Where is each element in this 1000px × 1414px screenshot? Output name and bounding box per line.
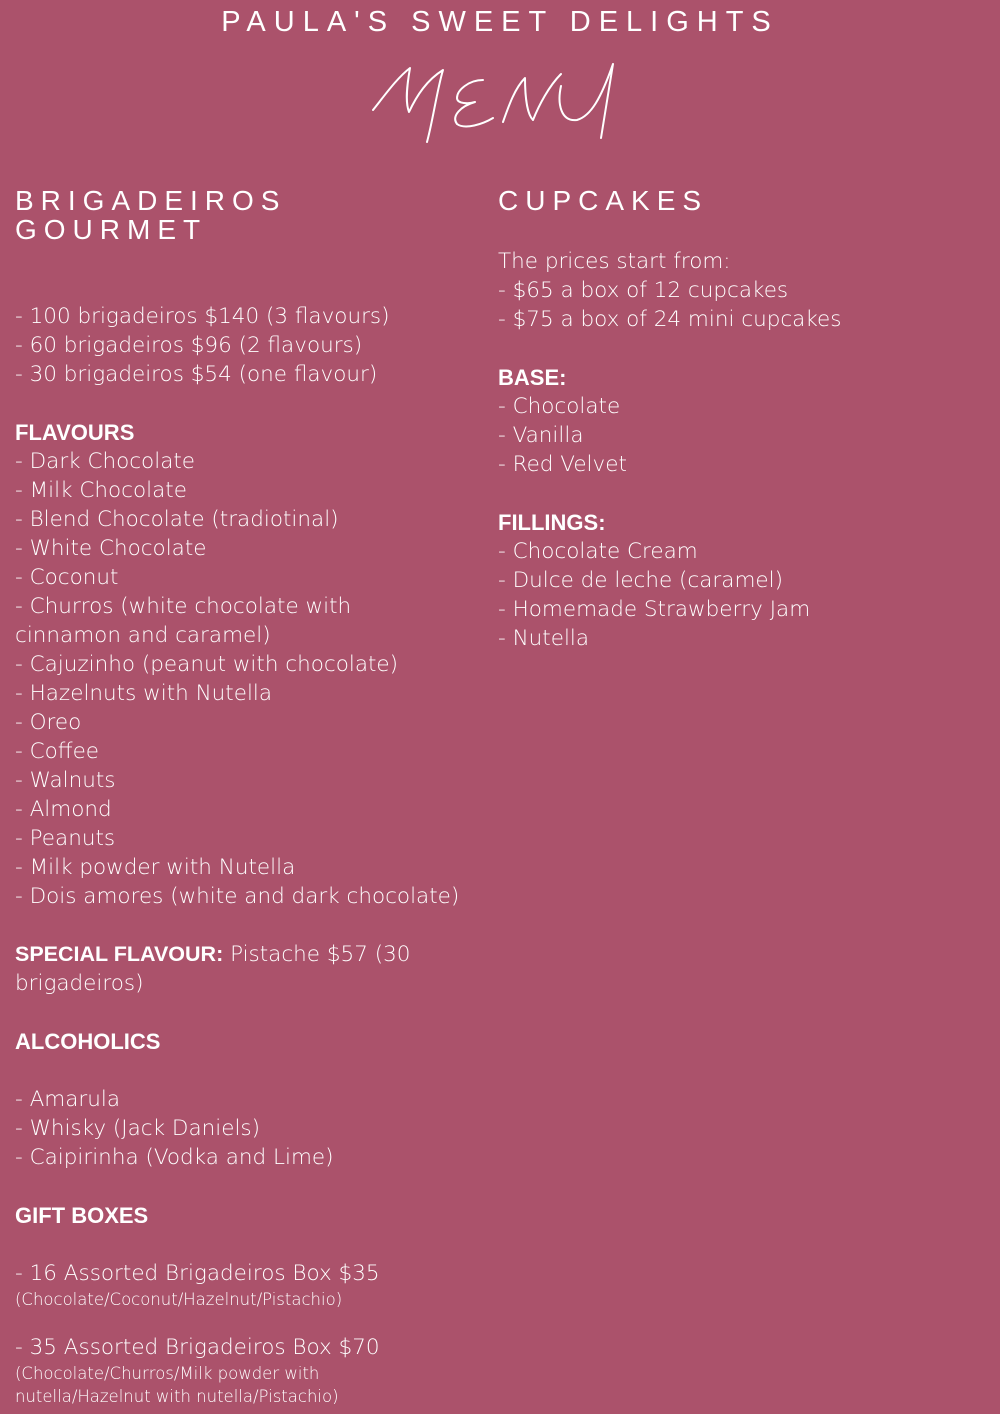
giftboxes-heading: GIFT BOXES <box>15 1203 149 1228</box>
list-item: - Blend Chocolate (tradiotinal) <box>15 507 339 532</box>
list-item: - Amarula <box>15 1087 121 1112</box>
prices-intro: The prices start from: <box>498 249 731 274</box>
list-item: - Whisky (Jack Daniels) <box>15 1116 261 1141</box>
list-item: - $65 a box of 12 cupcakes <box>498 278 789 303</box>
special-flavour-text: Pistache $57 (30 <box>223 942 411 967</box>
list-item: - Walnuts <box>15 768 116 793</box>
list-item: - Churros (white chocolate with <box>15 594 352 619</box>
cupcakes-title: CUPCAKES <box>498 185 709 216</box>
alcoholics-heading: ALCOHOLICS <box>15 1029 161 1054</box>
list-item: - 100 brigadeiros $140 (3 flavours) <box>15 304 390 329</box>
list-item: - Caipirinha (Vodka and Lime) <box>15 1145 334 1170</box>
list-item: - Coffee <box>15 739 100 764</box>
list-item: - Dulce de leche (caramel) <box>498 568 783 593</box>
list-item: - Almond <box>15 797 112 822</box>
brigadeiros-title-line1: BRIGADEIROS <box>15 185 287 216</box>
list-item: - Dark Chocolate <box>15 449 196 474</box>
brand-name: PAULA'S SWEET DELIGHTS <box>221 6 779 38</box>
list-item: - 30 brigadeiros $54 (one flavour) <box>15 362 378 387</box>
special-flavour-cont: brigadeiros) <box>15 971 144 996</box>
base-heading: BASE: <box>498 365 567 390</box>
special-flavour-label: SPECIAL FLAVOUR: <box>15 942 224 966</box>
list-item: - Red Velvet <box>498 452 627 477</box>
special-flavour <box>15 940 485 969</box>
list-item: - Homemade Strawberry Jam <box>498 597 811 622</box>
list-item: - $75 a box of 24 mini cupcakes <box>498 307 842 332</box>
cupcakes-column <box>498 186 968 653</box>
list-item: - White Chocolate <box>15 536 207 561</box>
brigadeiros-packages <box>15 302 485 389</box>
list-item: - Cajuzinho (peanut with chocolate) <box>15 652 399 677</box>
list-item: - Chocolate Cream <box>498 539 698 564</box>
giftbox-item: - 35 Assorted Brigadeiros Box $70 <box>15 1335 380 1360</box>
giftbox-note: (Chocolate/Coconut/Hazelnut/Pistachio) <box>15 1290 343 1309</box>
fillings-heading: FILLINGS: <box>498 510 606 535</box>
list-item: - Nutella <box>498 626 590 651</box>
list-item: - Hazelnuts with Nutella <box>15 681 273 706</box>
list-item: - Coconut <box>15 565 119 590</box>
flavours-heading: FLAVOURS <box>15 420 135 445</box>
menu-title <box>0 50 1000 154</box>
giftbox-note: (Chocolate/Churros/Milk powder with <box>15 1364 320 1383</box>
list-item: - Milk powder with Nutella <box>15 855 296 880</box>
list-item: - Vanilla <box>498 423 584 448</box>
alcoholics-list <box>15 1085 485 1172</box>
list-item: - Dois amores (white and dark chocolate) <box>15 884 460 909</box>
giftbox-item: - 16 Assorted Brigadeiros Box $35 <box>15 1261 380 1286</box>
list-item: cinnamon and caramel) <box>15 623 271 648</box>
list-item: - Milk Chocolate <box>15 478 187 503</box>
list-item: - 60 brigadeiros $96 (2 flavours) <box>15 333 363 358</box>
brigadeiros-column <box>15 186 485 1408</box>
flavours-list <box>15 447 485 911</box>
list-item: - Peanuts <box>15 826 116 851</box>
giftbox-note: nutella/Hazelnut with nutella/Pistachio) <box>15 1387 339 1406</box>
brigadeiros-title-line2: GOURMET <box>15 214 208 245</box>
list-item: - Oreo <box>15 710 82 735</box>
list-item: - Chocolate <box>498 394 621 419</box>
menu-script-lettering <box>365 50 635 150</box>
